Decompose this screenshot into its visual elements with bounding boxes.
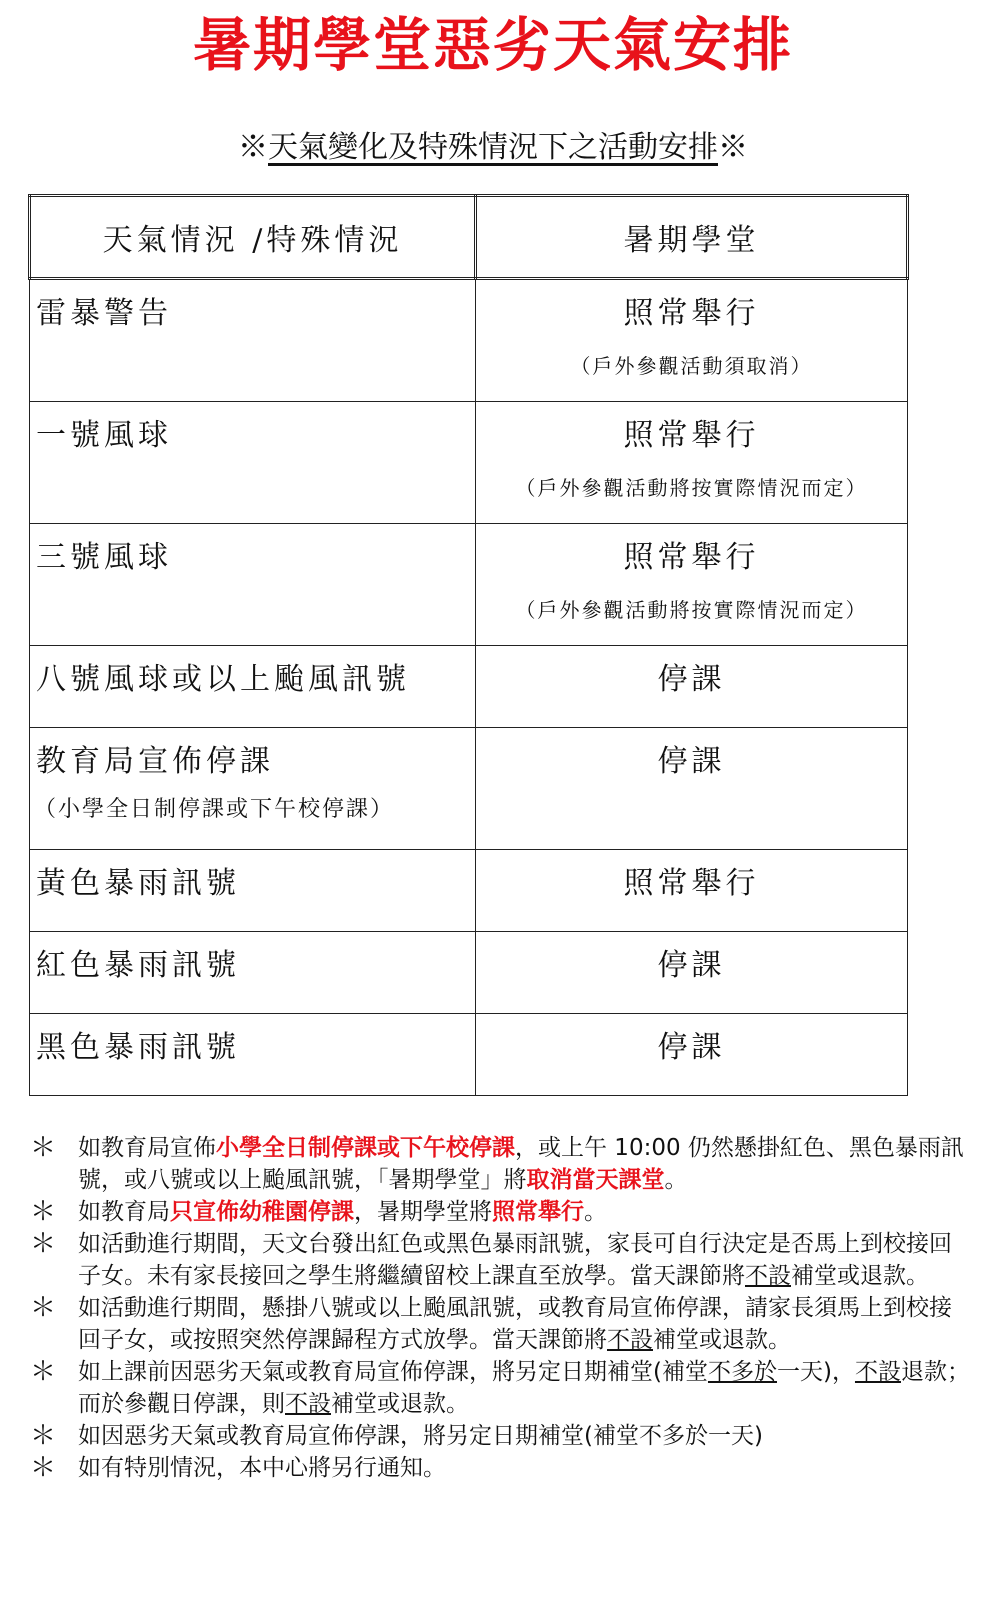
note-item (30, 1132, 970, 1196)
result-cell (476, 402, 908, 524)
result-note: （戶外參觀活動將按實際情況而定） (515, 598, 868, 622)
condition-note: （小學全日制停課或下午校停課） (34, 797, 395, 822)
note-text: 如教育局宣佈 (78, 1135, 216, 1161)
reference-mark-left: ※ (238, 130, 268, 165)
result-cell (476, 850, 908, 932)
note-item (30, 1356, 970, 1420)
note-underlined: 不設 (285, 1391, 331, 1417)
condition-cell (30, 850, 476, 932)
note-underlined: 不多於 (707, 1359, 777, 1385)
result-cell (476, 1014, 908, 1096)
table-row (30, 932, 908, 1014)
asterisk-bullet: ＊ (30, 1357, 57, 1387)
result-note: （戶外參觀活動將按實際情況而定） (515, 476, 868, 500)
table-header-row (30, 196, 908, 279)
note-item (30, 1196, 970, 1228)
note-text: 補堂或退款。 (331, 1391, 469, 1417)
note-text: 如有特別情況，本中心將另行通知。 (78, 1455, 446, 1481)
condition-cell (30, 932, 476, 1014)
note-text: 如因惡劣天氣或教育局宣佈停課，將另定日期補堂(補堂不多於一天) (78, 1423, 763, 1449)
note-highlight: 取消當天課堂 (526, 1167, 665, 1193)
result-cell (476, 646, 908, 728)
table-row (30, 728, 908, 850)
header-summer-school: 暑期學堂 (476, 196, 908, 279)
table-row (30, 850, 908, 932)
asterisk-bullet: ＊ (30, 1453, 57, 1483)
note-underlined: 不設 (745, 1263, 791, 1289)
result-cell (476, 932, 908, 1014)
note-item (30, 1228, 970, 1292)
note-text: 一天)， (776, 1359, 855, 1385)
result-text: 停課 (657, 1030, 726, 1065)
condition-text: 八號風球或以上颱風訊號 (36, 662, 410, 697)
note-highlight: 照常舉行 (492, 1199, 584, 1225)
page-title: 暑期學堂惡劣天氣安排 (192, 11, 793, 79)
asterisk-bullet: ＊ (30, 1421, 57, 1451)
note-highlight: 只宣佈幼稚園停課 (170, 1199, 354, 1225)
condition-cell (30, 402, 476, 524)
table-row (30, 402, 908, 524)
condition-cell (30, 279, 476, 402)
note-text: ，暑期學堂將 (354, 1199, 492, 1225)
note-text: 補堂或退款。 (791, 1263, 929, 1289)
schedule-table (28, 194, 909, 1096)
result-cell (476, 279, 908, 402)
condition-cell (30, 524, 476, 646)
result-text: 停課 (657, 662, 726, 697)
note-text: 。 (664, 1167, 688, 1193)
table-row (30, 524, 908, 646)
result-text: 照常舉行 (623, 296, 760, 331)
condition-cell (30, 1014, 476, 1096)
note-item (30, 1292, 970, 1356)
asterisk-bullet: ＊ (30, 1229, 57, 1259)
subtitle-text: 天氣變化及特殊情況下之活動安排 (268, 130, 718, 165)
note-item (30, 1452, 970, 1484)
condition-cell (30, 728, 476, 850)
result-text: 照常舉行 (623, 866, 760, 901)
condition-text: 教育局宣佈停課 (36, 744, 274, 779)
note-text: 退款；而於參觀日停課，則 (78, 1359, 970, 1417)
result-text: 照常舉行 (623, 540, 760, 575)
header-condition: 天氣情況 /特殊情況 (30, 196, 476, 279)
note-text: 補堂或退款。 (653, 1327, 791, 1353)
asterisk-bullet: ＊ (30, 1197, 57, 1227)
result-text: 照常舉行 (623, 418, 760, 453)
notes-list (30, 1132, 970, 1484)
page-subtitle (0, 130, 986, 166)
result-cell (476, 524, 908, 646)
note-text: 如活動進行期間，懸掛八號或以上颱風訊號，或教育局宣佈停課，請家長須馬上到校接回子女，或按照突然停課歸程方式放學。當天課節將 (78, 1295, 952, 1353)
note-text: 如上課前因惡劣天氣或教育局宣佈停課，將另定日期補堂(補堂 (78, 1359, 708, 1385)
condition-text: 黑色暴雨訊號 (36, 1030, 240, 1065)
result-note: （戶外參觀活動須取消） (570, 354, 813, 378)
condition-text: 一號風球 (36, 418, 172, 453)
note-text: 如活動進行期間，天文台發出紅色或黑色暴雨訊號，家長可自行決定是否馬上到校接回子女。未有家長接回之學生將繼續留校上課直至放學。當天課節將 (78, 1231, 952, 1289)
condition-text: 紅色暴雨訊號 (36, 948, 240, 983)
note-text: 。 (584, 1199, 607, 1225)
note-text: 如教育局 (78, 1199, 170, 1225)
table-row (30, 646, 908, 728)
note-item (30, 1420, 970, 1452)
table-row (30, 279, 908, 402)
condition-cell (30, 646, 476, 728)
asterisk-bullet: ＊ (30, 1293, 57, 1323)
note-text: ，或上午 10:00 仍然懸掛紅色、黑色暴雨訊號，或八號或以上颱風訊號，「暑期學堂」將 (78, 1135, 964, 1193)
note-underlined: 不設 (607, 1327, 653, 1353)
note-underlined: 不設 (854, 1359, 901, 1385)
result-text: 停課 (657, 948, 726, 983)
condition-text: 雷暴警告 (36, 296, 172, 331)
result-text: 停課 (657, 744, 726, 779)
condition-text: 三號風球 (36, 540, 172, 575)
table-row (30, 1014, 908, 1096)
condition-text: 黃色暴雨訊號 (36, 866, 240, 901)
reference-mark-right: ※ (718, 130, 748, 165)
note-highlight: 小學全日制停課或下午校停課 (216, 1135, 515, 1161)
asterisk-bullet: ＊ (30, 1133, 57, 1163)
result-cell (476, 728, 908, 850)
